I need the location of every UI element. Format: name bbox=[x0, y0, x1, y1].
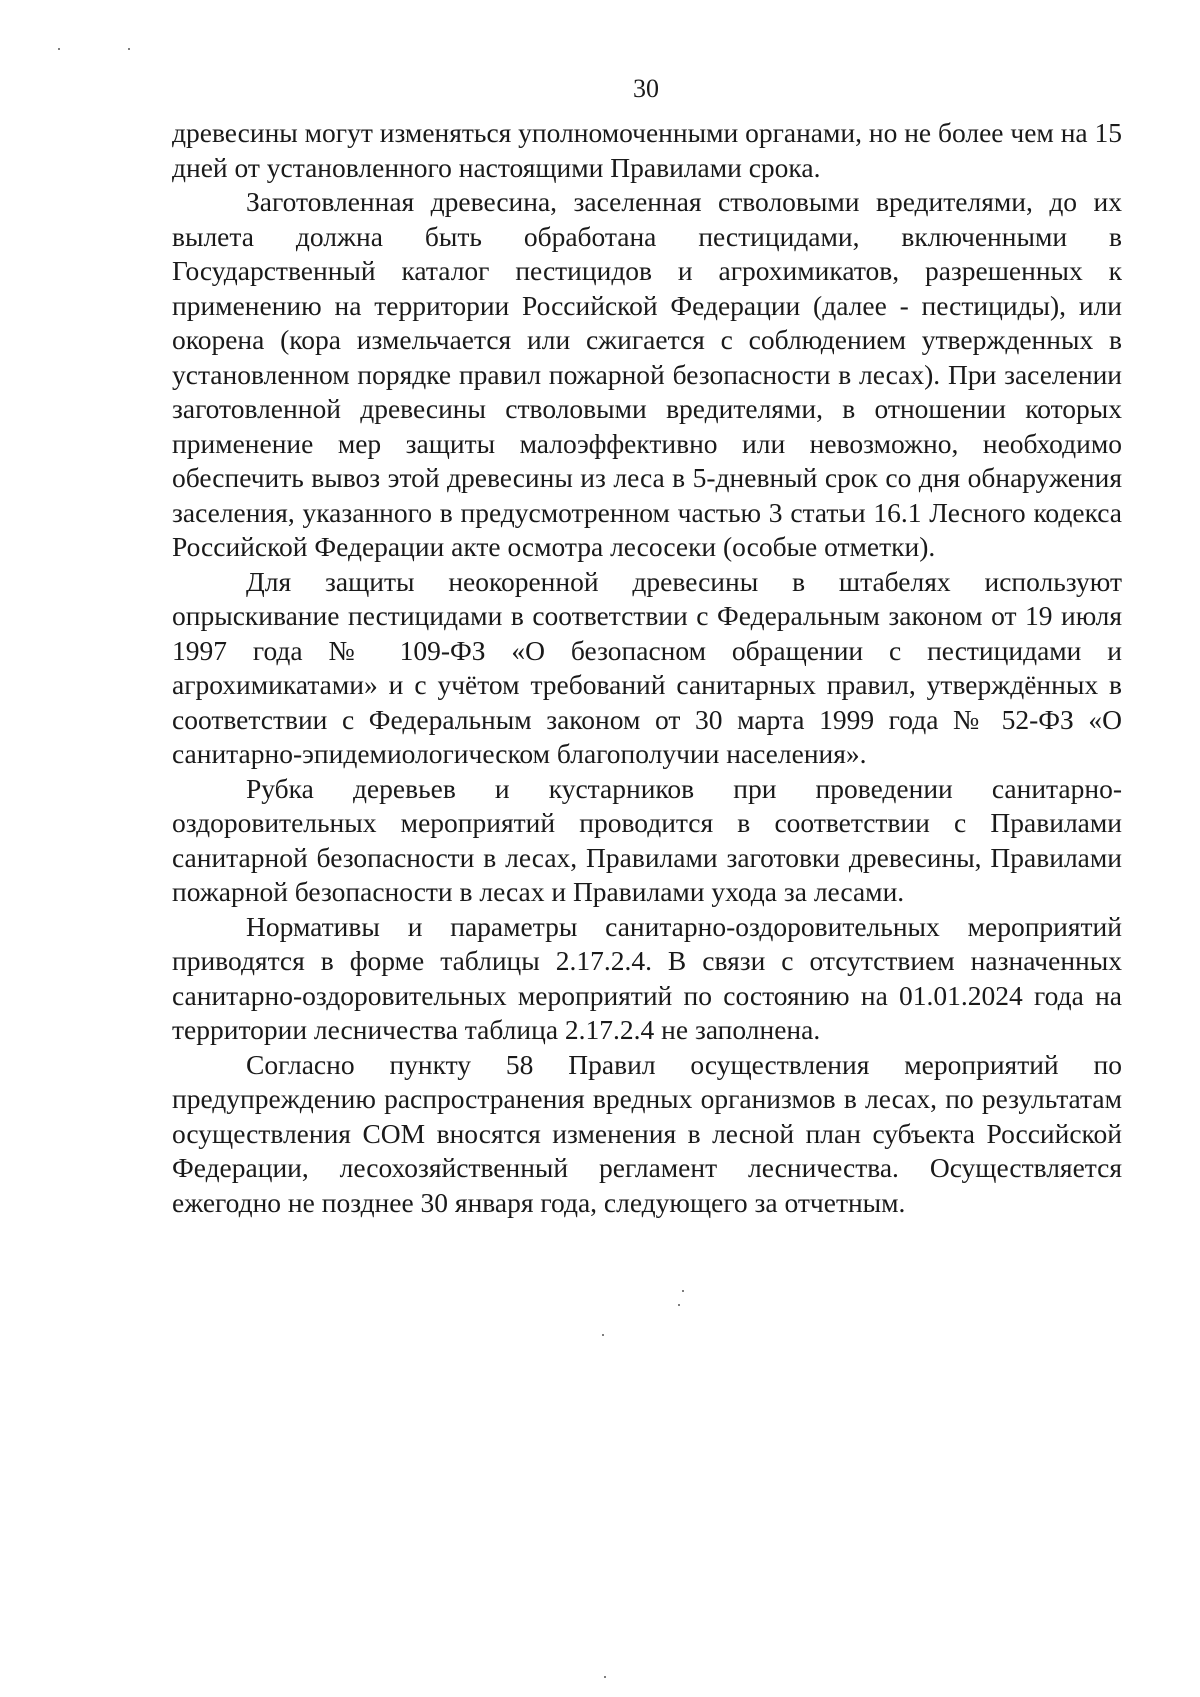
paragraph-4: Рубка деревьев и кустарников при проведении санитарно-оздоровительных мероприятий проводится в соответствии с Правилами санитарной безопасности в лесах, Правилами заготовки древесины, Правилами пожарной безопасности в лесах и Правилами ухода за лесами. bbox=[172, 772, 1122, 907]
scan-speck bbox=[678, 1304, 680, 1306]
page-number: 30 bbox=[633, 74, 659, 103]
scan-speck bbox=[58, 48, 60, 50]
paragraph-6: Согласно пункту 58 Правил осуществления мероприятий по предупреждению распространения вредных организмов в лесах, по результатам осуществления СОМ вносятся изменения в лесной план субъекта Российской Федерации, лесохозяйственный регламент лесничества. Осуществляется ежегодно не позднее 30 января года, следующего за отчетным. bbox=[172, 1048, 1122, 1218]
paragraph-3: Для защиты неокоренной древесины в штабелях используют опрыскивание пестицидами в соответствии с Федеральным законом от 19 июля 1997 года № 109-ФЗ «О безопасном обращении с пестицидами и агрохимикатами» и с учётом требований санитарных правил, утверждённых в соответствии с Федеральным законом от 30 марта 1999 года № 52-ФЗ «О санитарно-эпидемиологическом благополучии населения». bbox=[172, 565, 1122, 769]
paragraph-5: Нормативы и параметры санитарно-оздоровительных мероприятий приводятся в форме таблицы 2.17.2.4. В связи с отсутствием назначенных санитарно-оздоровительных мероприятий по состоянию на 01.01.2024 года на территории лесничества таблица 2.17.2.4 не заполнена. bbox=[172, 910, 1122, 1045]
scan-speck bbox=[602, 1334, 604, 1336]
paragraph-1: древесины могут изменяться уполномоченными органами, но не более чем на 15 дней от установленного настоящими Правилами срока. bbox=[172, 117, 1122, 183]
scan-speck bbox=[604, 1676, 606, 1678]
paragraph-2: Заготовленная древесина, заселенная стволовыми вредителями, до их вылета должна быть обработана пестицидами, включенными в Государственный каталог пестицидов и агрохимикатов, разрешенных к применению на территории Российской Федерации (далее - пестициды), или окорена (кора измельчается или сжигается с соблюдением утвержденных в установленном порядке правил пожарной безопасности в лесах). При заселении заготовленной древесины стволовыми вредителями, в отношении которых применение мер защиты малоэффективно или невозможно, необходимо обеспечить вывоз этой древесины из леса в 5-дневный срок со дня обнаружения заселения, указанного в предусмотренном частью 3 статьи 16.1 Лесного кодекса Российской Федерации акте осмотра лесосеки (особые отметки). bbox=[172, 186, 1122, 562]
scan-speck bbox=[682, 1290, 684, 1292]
document-body bbox=[172, 116, 1122, 1220]
scan-speck bbox=[128, 48, 130, 50]
